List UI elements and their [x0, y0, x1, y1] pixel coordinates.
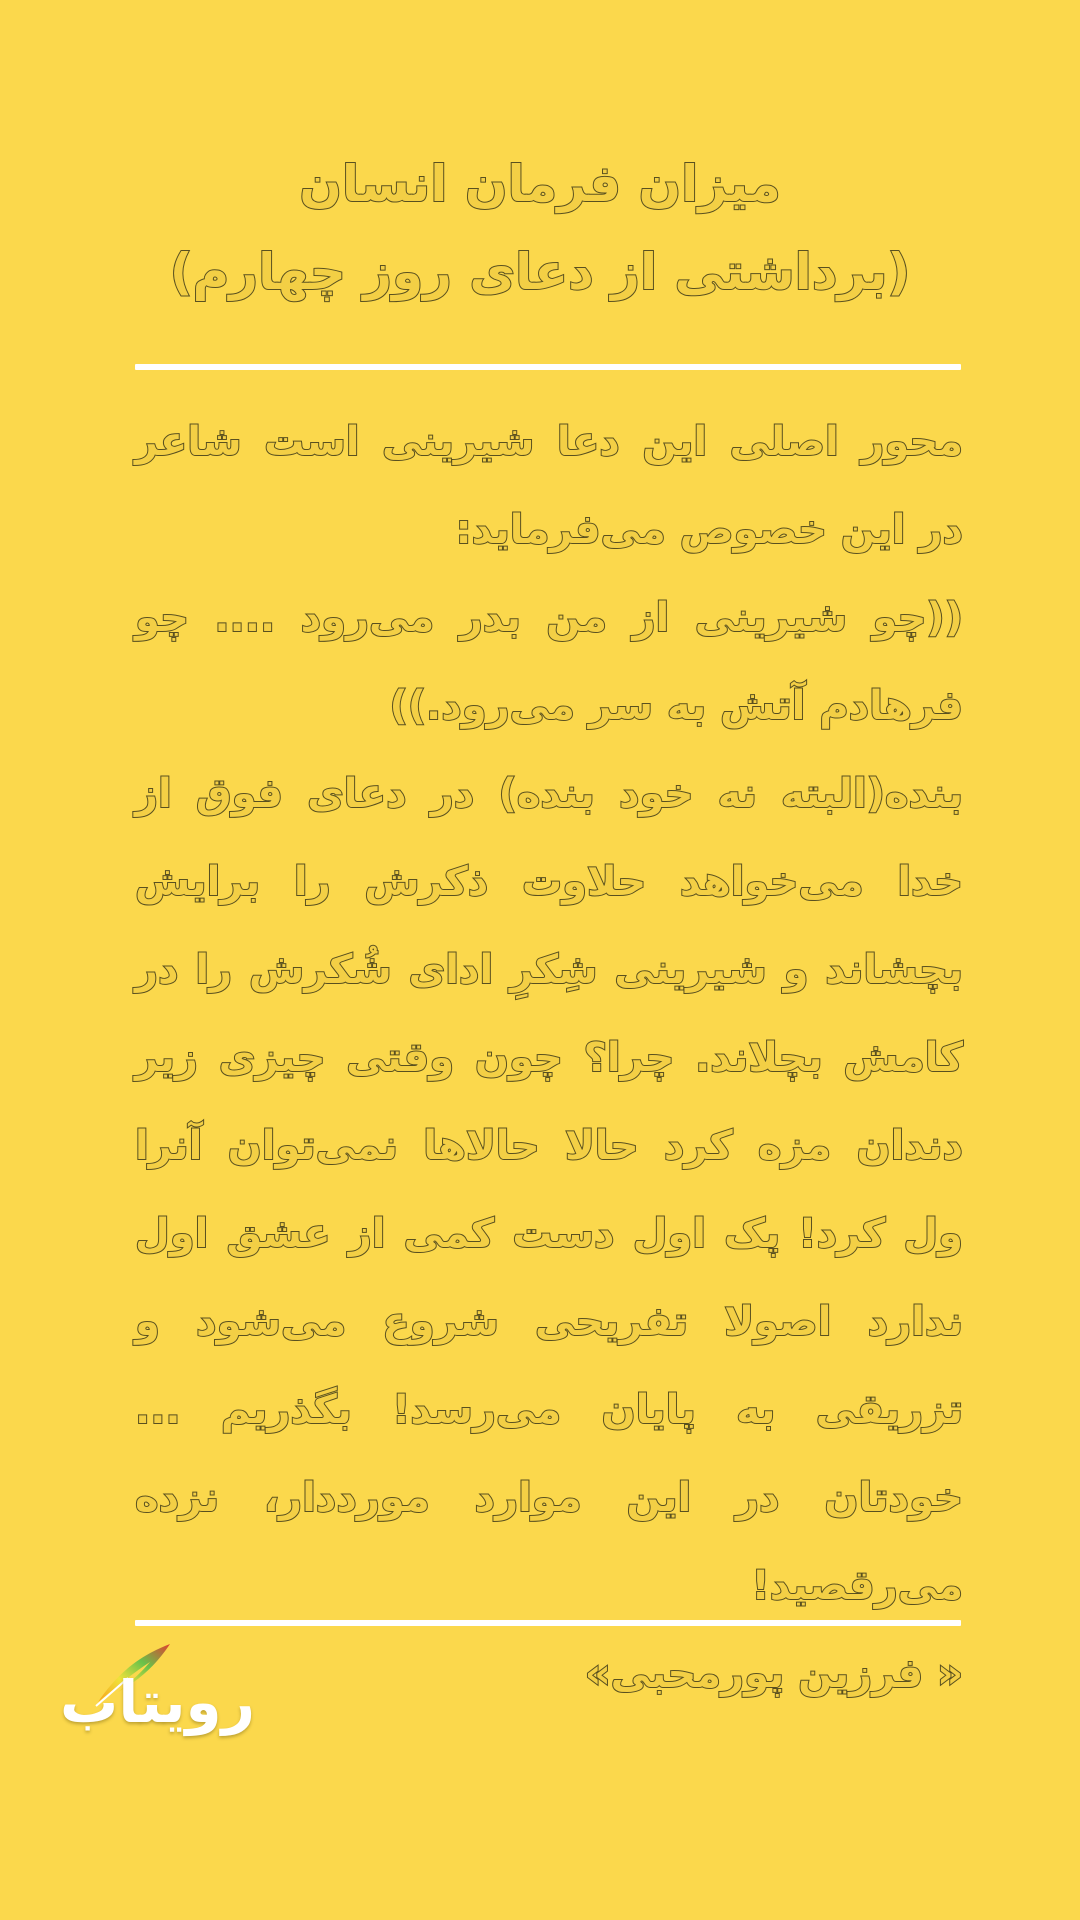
author-signature: « فرزین پورمحبی»	[584, 1651, 963, 1697]
logo-text: رویتاب	[60, 1668, 255, 1736]
page-title	[0, 140, 1080, 316]
article-body	[135, 398, 963, 1718]
title-line-2: (برداشتی از دعای روز چهارم)	[169, 243, 911, 301]
bottom-divider	[135, 1620, 961, 1626]
paragraph: بنده(البته نه خود بنده) در دعای فوق از خدا می‌خواهد حلاوت ذکرش را برایش بچشاند و شیرینی شِکرِ ادای شُکرش را در کامش بچلاند. چرا؟ چون وقتی چیزی زیر دندان مزه کرد حالا حالاها نمی‌توان آنرا ول کرد! پک اول دست کمی از عشق اول ندارد اصولا تفریحی شروع می‌شود و تزریقی به پایان می‌رسد! بگذریم ... خودتان در این موارد مورددار، نزده می‌رقصید!	[135, 771, 963, 1609]
top-divider	[135, 364, 961, 370]
paragraph: ((چو شیرینی از من بدر می‌رود .... چو فرهادم آتش به سر می‌رود.))	[135, 595, 963, 729]
title-line-1: میزان فرمان انسان	[299, 155, 781, 213]
paragraph: محور اصلی این دعا شیرینی است شاعر در این خصوص می‌فرماید:	[135, 419, 963, 553]
brand-logo	[60, 1640, 260, 1760]
